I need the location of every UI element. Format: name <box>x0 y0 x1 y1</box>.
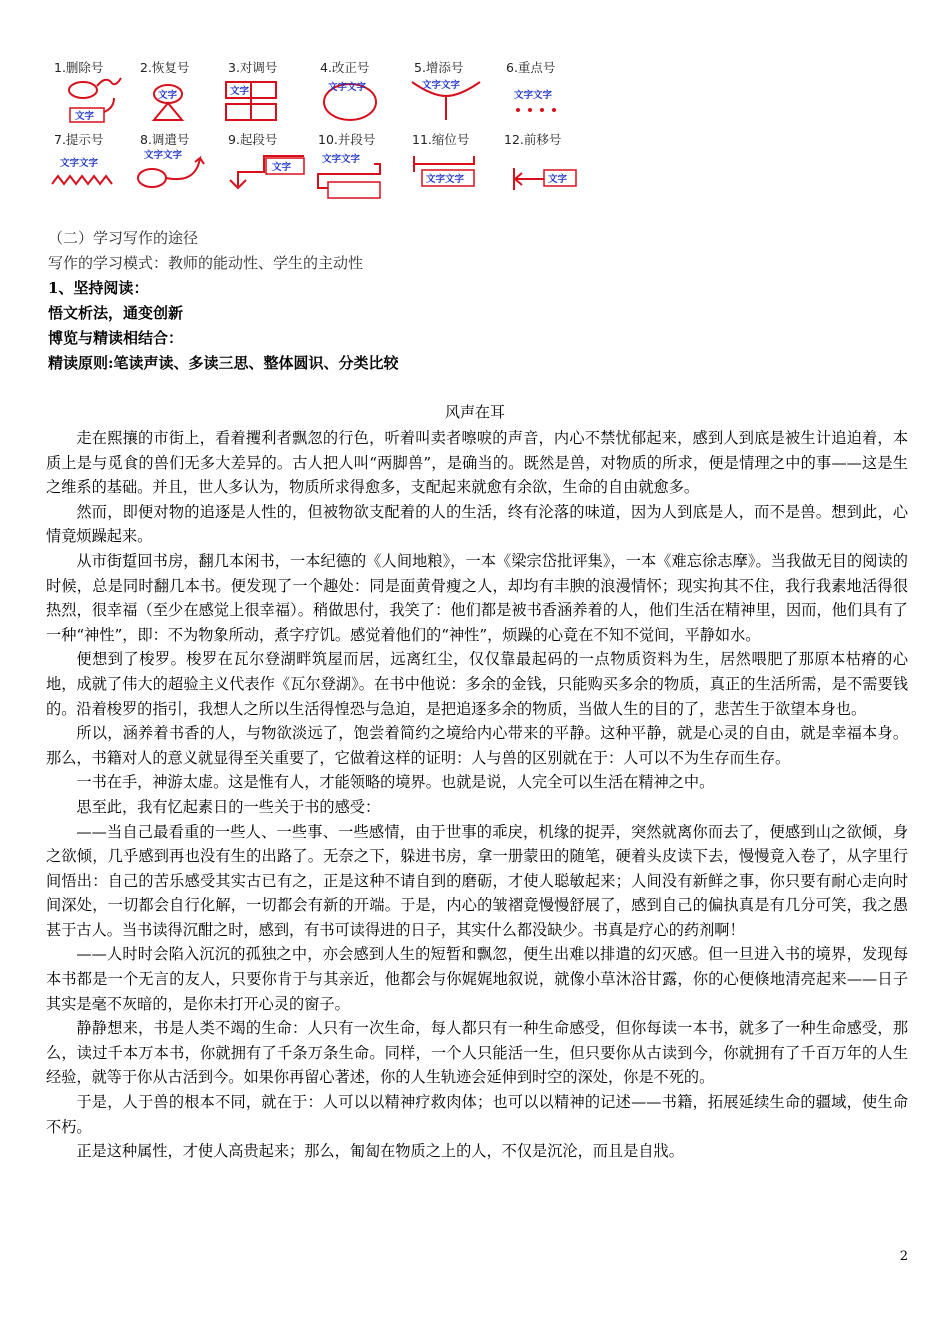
symbol-correct <box>320 60 376 120</box>
symbol-label: 7.提示号 <box>54 132 104 147</box>
point-1-heading: 1、坚持阅读： <box>48 279 149 297</box>
symbol-add <box>412 60 480 120</box>
symbol-word: 文字文字 <box>426 174 465 185</box>
symbol-label: 10.并段号 <box>318 132 376 147</box>
section-heading: （二）学习写作的途径 <box>48 229 199 247</box>
symbol-word: 文字 <box>272 162 292 173</box>
article-paragraph: 走在熙攘的市街上，看着攫利者飘忽的行色，听着叫卖者嚓唳的声音，内心不禁忧郁起来，感到人到底是被生计追迫着，本质上是与觅食的兽们无多大差异的。古人把人叫“两脚兽”，是确当的。既然是兽，对物质的所求，便是情理之中的事——这是生之维系的基础。并且，世人多认为，物质所求得愈多，支配起来就愈有余欲，生命的自由就愈多。 <box>46 429 908 497</box>
symbol-label: 5.增添号 <box>414 60 464 75</box>
symbol-label: 4.改正号 <box>320 60 370 75</box>
article-title: 风声在耳 <box>444 403 505 421</box>
symbol-word: 文字 <box>75 111 95 122</box>
symbol-hint <box>52 132 112 184</box>
article-paragraph: ——人时时会陷入沉沉的孤独之中，亦会感到人生的短暂和飘忽，便生出难以排遣的幻灭感。但一旦进入书的境界，发现每本书都是一个无言的友人，只要你肯于与其亲近，他都会与你娓娓地叙说，就像小草沐浴甘露，你的心便倏地清亮起来——日子其实是毫不灰暗的，是你未打开心灵的窗子。 <box>46 945 908 1013</box>
article-paragraph: 于是，人于兽的根本不同，就在于：人可以以精神疗救肉体；也可以以精神的记述——书籍，拓展延续生命的疆域，使生命不朽。 <box>46 1093 908 1136</box>
symbol-label: 11.缩位号 <box>412 132 470 147</box>
page-number: 2 <box>899 1249 908 1264</box>
symbol-word: 文字 <box>158 90 178 101</box>
article-paragraph: 正是这种属性，才使人高贵起来；那么，匍匐在物质之上的人，不仅是沉沦，而且是自戕。 <box>76 1142 684 1161</box>
symbol-restore <box>140 60 189 120</box>
symbol-word: 文字文字 <box>514 90 553 101</box>
bold-line-3: 精读原则:笔读声读、多读三思、整体圆识、分类比较 <box>48 354 399 372</box>
bold-line-1: 悟文析法，通变创新 <box>48 304 184 322</box>
symbol-label: 12.前移号 <box>504 132 562 147</box>
article-paragraph: 所以，涵养着书香的人，与物欲淡远了，饱尝着简约之境给内心带来的平静。这种平静，就是心灵的自由，就是幸福本身。那么，书籍对人的意义就显得至关重要了，它做着这样的证明：人与兽的区别就在于：人可以不为生存而生存。 <box>46 724 908 767</box>
article-paragraph: 然而，即便对物的追逐是人性的，但被物欲支配着的人的生活，终有沦落的味道，因为人到底是人，而不是兽。想到此，心情竟烦躁起来。 <box>46 502 908 546</box>
symbol-transfer <box>138 132 204 187</box>
symbol-indent <box>412 132 474 186</box>
symbol-word: 文字文字 <box>322 154 361 165</box>
symbol-word: 文字文字 <box>144 150 183 161</box>
article-paragraph: 一书在手，神游太虚。这是惟有人，才能领略的境界。也就是说，人完全可以生活在精神之中。 <box>76 773 715 792</box>
learning-mode-line: 写作的学习模式：教师的能动性、学生的主动性 <box>48 254 364 272</box>
article-paragraph: 便想到了梭罗。梭罗在瓦尔登湖畔筑屋而居，远离红尘，仅仅靠最起码的一点物质资料为生，居然喂肥了那原本枯瘠的心地，成就了伟大的超验主义代表作《瓦尔登湖》。在书中他说：多余的金钱，只能购买多余的物质，真正的生活所需，是不需要钱的。沿着梭罗的指引，我想人之所以生活得惶恐与急迫，是把追逐多余的物质，当做人生的目的了，悲苦生于欲望本身也。 <box>46 650 908 718</box>
article-paragraph: 静静想来，书是人类不竭的生命：人只有一次生命，每人都只有一种生命感受，但你每读一本书，就多了一种生命感受，那么，读过千本万本书，你就拥有了千条万条生命。同样，一个人只能活一生，但只要你从古读到今，你就拥有了千百万年的人生经验，就等于你从古活到今。如果你再留心著述，你的人生轨迹会延伸到时空的深处，你是不死的。 <box>46 1019 908 1087</box>
article-paragraph: 从市街踅回书房，翻几本闲书，一本纪德的《人间地粮》，一本《梁宗岱批评集》，一本《难忘徐志摩》。当我做无目的阅读的时候，总是同时翻几本书。便发现了一个趣处：同是面黄骨瘦之人，却均有丰腴的浪漫情怀；现实拘其不住，我行我素地活得很热烈，很幸福（至少在感觉上很幸福）。稍做思付，我笑了：他们都是被书香涵养着的人，他们生活在精神里，因而，他们具有了一种“神性”，即：不为物象所动，煮字疗饥。感觉着他们的“神性”，烦躁的心竟在不知不觉间，平静如水。 <box>46 551 908 644</box>
symbol-emphasis <box>506 60 556 112</box>
symbol-new-paragraph <box>228 132 304 188</box>
symbol-word: 文字文字 <box>328 82 367 93</box>
symbol-label: 8.调遣号 <box>140 132 190 147</box>
symbol-word: 文字 <box>230 86 250 97</box>
symbol-delete <box>54 60 121 122</box>
symbol-swap <box>226 60 277 120</box>
symbol-move-left <box>504 132 576 190</box>
bold-line-2: 博览与精读相结合： <box>48 329 184 347</box>
symbol-label: 1.删除号 <box>54 60 104 75</box>
symbol-label: 6.重点号 <box>506 60 556 75</box>
symbol-word: 文字文字 <box>422 80 461 91</box>
article-body <box>46 426 908 1164</box>
symbol-label: 9.起段号 <box>228 132 278 147</box>
symbol-label: 2.恢复号 <box>140 60 190 75</box>
article-paragraph: ——当自己最看重的一些人、一些事、一些感情，由于世事的乖戾，机缘的捉弄，突然就离你而去了，便感到山之欲倾，身之欲倾，几乎感到再也没有生的出路了。无奈之下，躲进书房，拿一册蒙田的随笔，硬着头皮读下去，慢慢竟入卷了，从字里行间悟出：自己的苦乐感受其实古已有之，正是这种不请自到的磨砺，才使人聪敏起来；人间没有新鲜之事，你只要有耐心走向时间深处，一切都会自行化解，一切都会有新的开端。于是，内心的皱褶竟慢慢舒展了，感到自己的偏执真是有几分可笑，我之愚甚于古人。当书读得沉酣之时，感到，有书可读得进的日子，其实什么都没缺少。书真是疗心的药剂啊！ <box>46 822 908 939</box>
article-paragraph: 思至此，我有忆起素日的一些关于书的感受： <box>76 797 381 816</box>
symbol-merge-paragraph <box>318 132 380 198</box>
symbol-label: 3.对调号 <box>228 60 278 75</box>
symbol-word: 文字 <box>548 174 568 185</box>
symbol-word: 文字文字 <box>60 158 99 169</box>
proofreading-symbols-figure <box>48 52 588 202</box>
